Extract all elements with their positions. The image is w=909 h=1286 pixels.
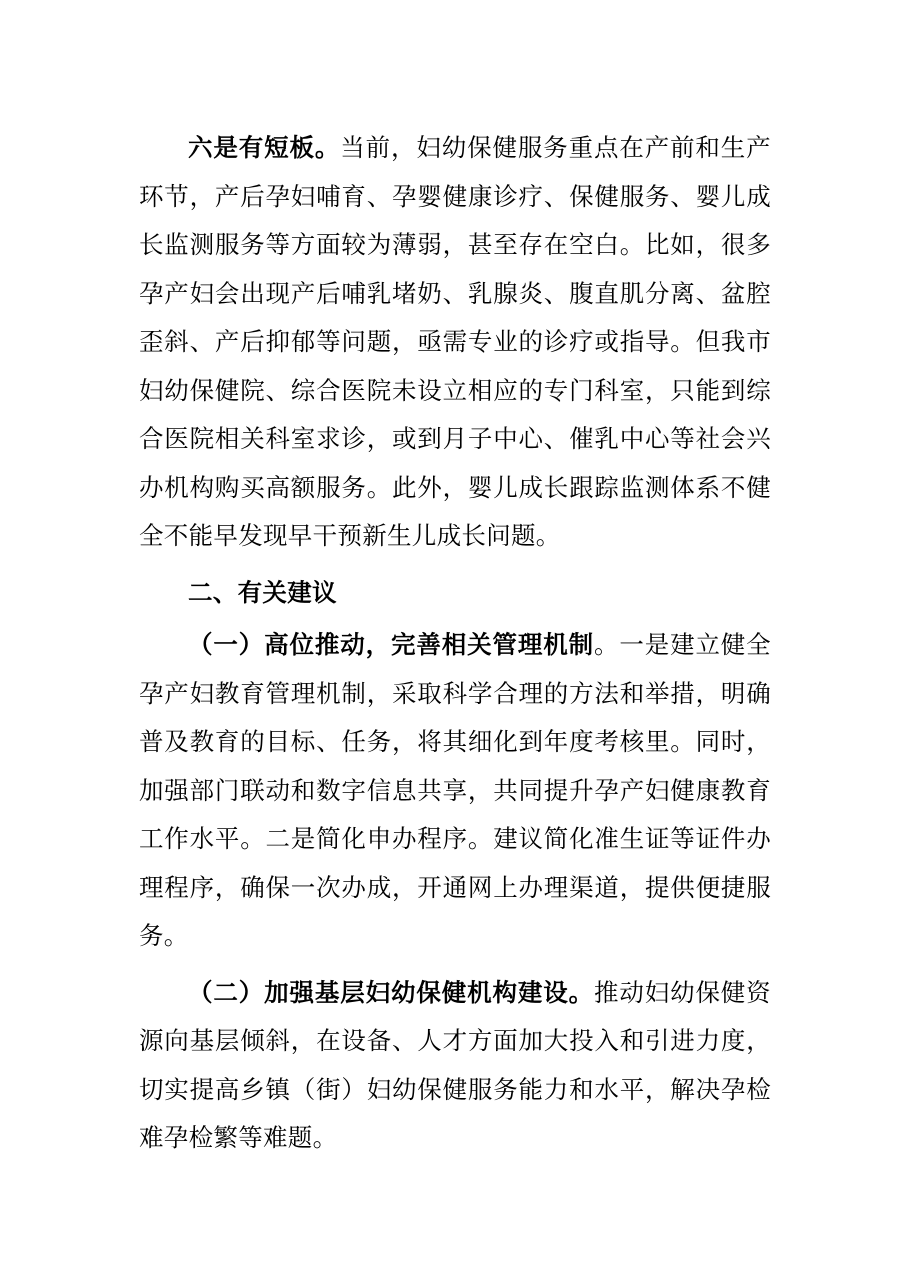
paragraph-shortcoming-lead: 六是有短板。 (188, 133, 341, 162)
paragraph-suggestion-1 (139, 621, 771, 961)
paragraph-suggestion-2 (139, 969, 771, 1163)
paragraph-suggestion-1-lead: （一）高位推动，完善相关管理机制 (188, 630, 594, 659)
paragraph-suggestion-2-lead: （二）加强基层妇幼保健机构建设。 (188, 977, 594, 1007)
paragraph-shortcoming-text: 当前，妇幼保健服务重点在产前和生产环节，产后孕妇哺育、孕婴健康诊疗、保健服务、婴儿成长监测服务等方面较为薄弱，甚至存在空白。比如，很多孕产妇会出现产后哺乳堵奶、乳腺炎、腹直肌分离、盆腔歪斜、产后抑郁等问题，亟需专业的诊疗或指导。但我市妇幼保健院、综合医院未设立相应的专门科室，只能到综合医院相关科室求诊，或到月子中心、催乳中心等社会兴办机构购买高额服务。此外，婴儿成长跟踪监测体系不健全不能早发现早干预新生儿成长问题。 (139, 133, 771, 550)
paragraph-suggestion-1-text: 。一是建立健全孕产妇教育管理机制，采取科学合理的方法和举措，明确普及教育的目标、任务，将其细化到年度考核里。同时，加强部门联动和数字信息共享，共同提升孕产妇健康教育工作水平。二是简化申办程序。建议简化准生证等证件办理程序，确保一次办成，开通网上办理渠道，提供便捷服务。 (139, 630, 771, 950)
section-heading: 二、有关建议 (188, 577, 337, 607)
paragraph-shortcoming (139, 124, 771, 561)
document-body (139, 124, 771, 1163)
paragraph-suggestion-2-text: 推动妇幼保健资源向基层倾斜，在设备、人才方面加大投入和引进力度，切实提高乡镇（街）妇幼保健服务能力和水平，解决孕检难孕检繁等难题。 (139, 977, 771, 1152)
